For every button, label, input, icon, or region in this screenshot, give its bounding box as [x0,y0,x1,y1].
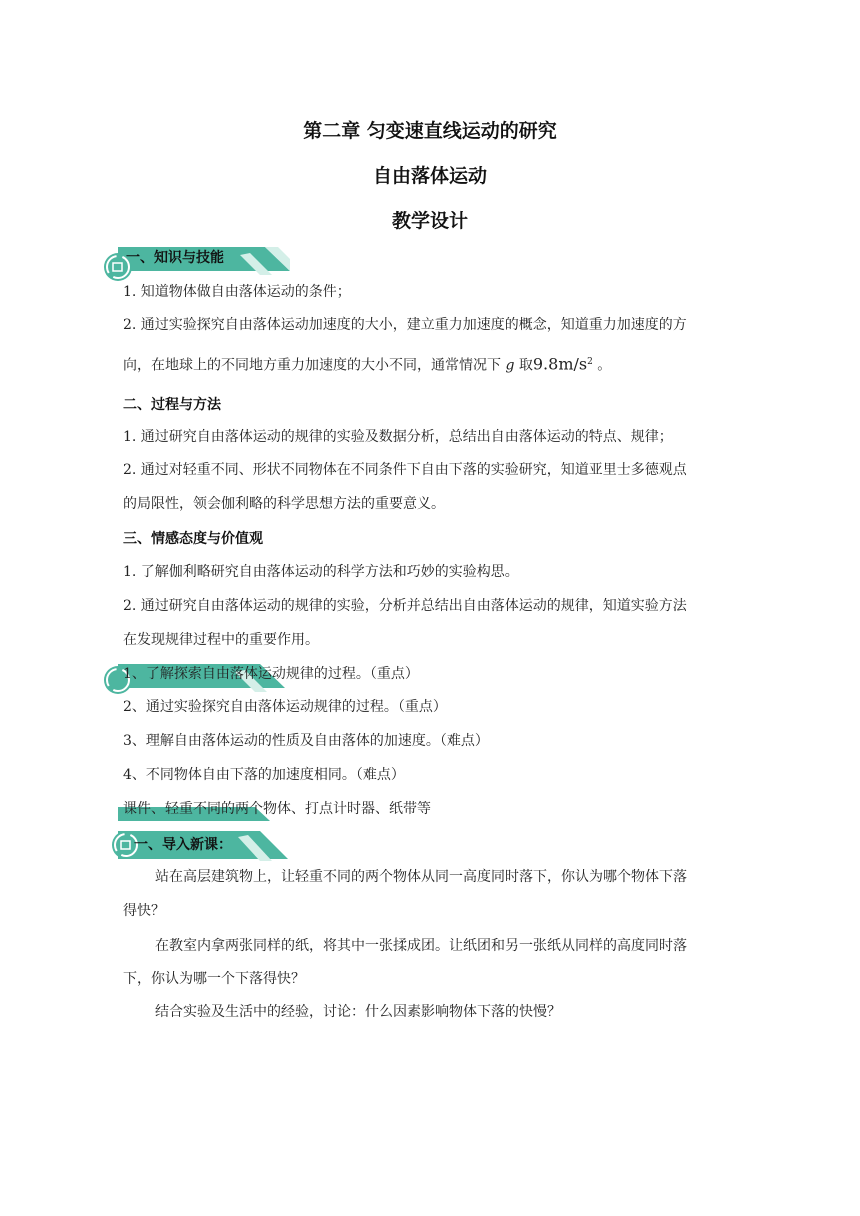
section3-item-1: 1. 了解伽利略研究自由落体运动的科学方法和巧妙的实验构思。 [123,564,519,580]
section-banner-1 [100,245,290,281]
section2-item-3: 的局限性，领会伽利略的科学思想方法的重要意义。 [123,496,445,512]
section3-heading: 三、情感态度与价值观 [123,531,263,547]
gravity-value: 9.8m/s [532,354,588,374]
section2-item-1: 1. 通过研究自由落体运动的规律的实验及数据分析，总结出自由落体运动的特点、规律； [123,429,673,445]
keypoint-1: 1、了解探索自由落体运动规律的过程。（重点） [123,666,419,682]
section1-item-3-end: 。 [592,357,612,374]
section1-item-3-text: 向，在地球上的不同地方重力加速度的大小不同，通常情况下 [123,357,506,374]
section3-item-3: 在发现规律过程中的重要作用。 [123,632,319,648]
intro-paragraph-2-cont: 下，你认为哪一个下落得快？ [123,971,305,987]
section1-heading: 一、知识与技能 [126,250,224,266]
intro-paragraph-1: 站在高层建筑物上，让轻重不同的两个物体从同一高度同时落下，你认为哪个物体下落 [155,869,687,885]
intro-paragraph-3: 结合实验及生活中的经验，讨论：什么因素影响物体下落的快慢？ [155,1004,561,1020]
section1-item-3 [123,352,611,376]
gravity-symbol: g [505,357,515,374]
intro-paragraph-2: 在教室内拿两张同样的纸，将其中一张揉成团。让纸团和另一张纸从同样的高度同时落 [155,938,687,954]
design-title: 教学设计 [391,210,468,232]
section1-item-1: 1. 知道物体做自由落体运动的条件； [123,284,351,300]
keypoint-3: 3、理解自由落体运动的性质及自由落体的加速度。（难点） [123,733,489,749]
lesson-title: 自由落体运动 [372,165,487,187]
intro-paragraph-1-cont: 得快？ [123,903,165,919]
section2-heading: 二、过程与方法 [123,397,221,413]
keypoint-4: 4、不同物体自由下落的加速度相同。（难点） [123,767,405,783]
chapter-title: 第二章 匀变速直线运动的研究 [303,120,557,142]
section2-item-2: 2. 通过对轻重不同、形状不同物体在不同条件下自由下落的实验研究，知道亚里士多德观点 [123,462,687,478]
section1-item-3-mid: 取 [514,357,533,374]
intro-heading: 一、导入新课： [134,837,232,853]
section3-item-2: 2. 通过研究自由落体运动的规律的实验，分析并总结出自由落体运动的规律，知道实验方法 [123,598,687,614]
gravity-exponent: 2 [587,357,593,367]
section1-item-2: 2. 通过实验探究自由落体运动加速度的大小，建立重力加速度的概念，知道重力加速度的方 [123,317,687,333]
keypoint-2: 2、通过实验探究自由落体运动规律的过程。（重点） [123,699,447,715]
materials-line: 课件、轻重不同的两个物体、打点计时器、纸带等 [123,801,431,817]
